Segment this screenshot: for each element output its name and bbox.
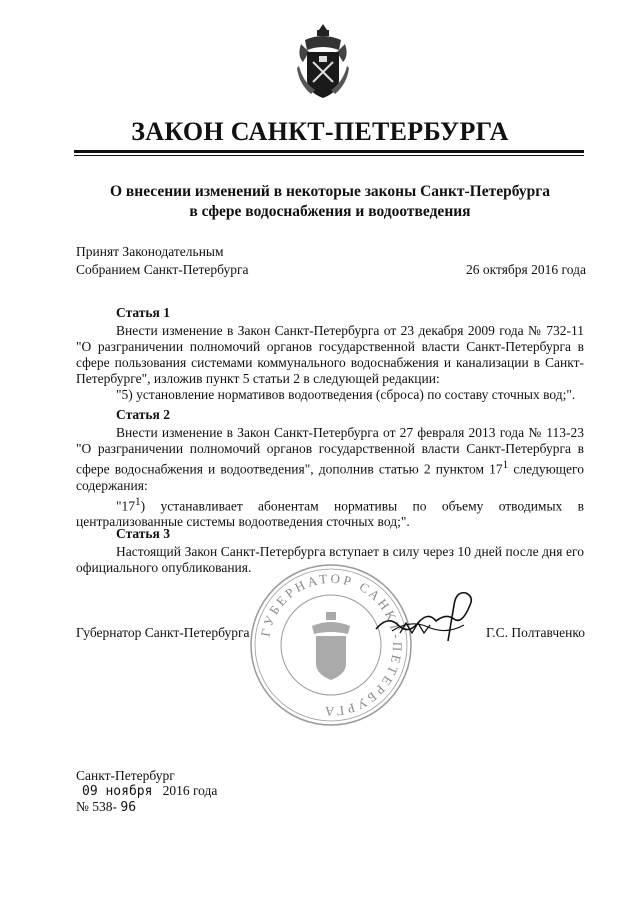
seal-emblem-icon — [312, 612, 350, 680]
adoption-line-1: Принят Законодательным — [76, 244, 224, 259]
article-heading: Статья 2 — [116, 407, 170, 422]
subtitle-line-1: О внесении изменений в некоторые законы Санкт-Петербурга — [109, 183, 551, 200]
footer-year: 2016 года — [162, 783, 218, 798]
article-text: Настоящий Закон Санкт-Петербурга вступает в силу через 10 дней после дня его официального опубликования. — [76, 544, 584, 575]
quote-rest: ) устанавливает абонентам нормативы по объему отводимых в централизованные системы водоотведения сточных вод;". — [76, 498, 584, 529]
title-rule-thin — [74, 155, 584, 156]
article-quote: "5) установление нормативов водоотведения (сброса) по составу сточных вод;". — [116, 387, 576, 402]
article-1 — [76, 305, 584, 403]
quote-superscript: 1 — [135, 495, 141, 508]
article-text-end: следующего содержания: — [76, 461, 584, 493]
article-heading: Статья 1 — [116, 305, 170, 320]
article-quote — [76, 494, 584, 531]
governor-name: Г.С. Полтавченко — [486, 625, 586, 640]
document-footer — [76, 768, 217, 815]
governor-title: Губернатор Санкт-Петербурга — [76, 625, 250, 640]
article-text: Внести изменение в Закон Санкт-Петербурга от 23 декабря 2009 года № 732-11 "О разграничении полномочий органов государственной власти Санкт-Петербурга в сфере пользования системами коммунального водоснабжения и канализации в Санкт-Петербурге", изложив пункт 5 статьи 2 в следующей редакции: — [76, 323, 584, 386]
article-text — [76, 425, 584, 494]
footer-number — [76, 799, 217, 815]
article-text-main: Внести изменение в Закон Санкт-Петербурга от 27 февраля 2013 года № 113-23 "О разграничении полномочий органов государственной власти Санкт-Петербурга в сфере водоснабжения и водоотведения", дополнив статью 2 пунктом 17 — [76, 425, 584, 477]
handwritten-signature — [370, 585, 480, 645]
footer-number-prefix: № 538- — [76, 799, 118, 814]
article-heading: Статья 3 — [116, 526, 170, 541]
footer-date-handwritten: 09 ноября — [82, 784, 153, 799]
adoption-date: 26 октября 2016 года — [466, 262, 586, 277]
article-2 — [76, 407, 584, 530]
quote-start: "17 — [116, 498, 136, 513]
title-rule-thick — [74, 150, 584, 153]
footer-number-handwritten: 96 — [120, 800, 137, 815]
seal-text: ГУБЕРНАТОР САНКТ-ПЕТЕРБУРГА — [257, 570, 406, 720]
footer-city: Санкт-Петербург — [76, 768, 175, 783]
footer-date — [76, 783, 217, 799]
law-title: ЗАКОН САНКТ-ПЕТЕРБУРГА — [131, 117, 509, 146]
adoption-line-2: Собранием Санкт-Петербурга — [76, 262, 249, 277]
adoption-statement — [76, 243, 249, 279]
article-text-superscript: 1 — [502, 459, 509, 471]
law-subtitle — [80, 182, 580, 222]
coat-of-arms-emblem — [295, 22, 351, 102]
subtitle-line-2: в сфере водоснабжения и водоотведения — [189, 203, 471, 220]
